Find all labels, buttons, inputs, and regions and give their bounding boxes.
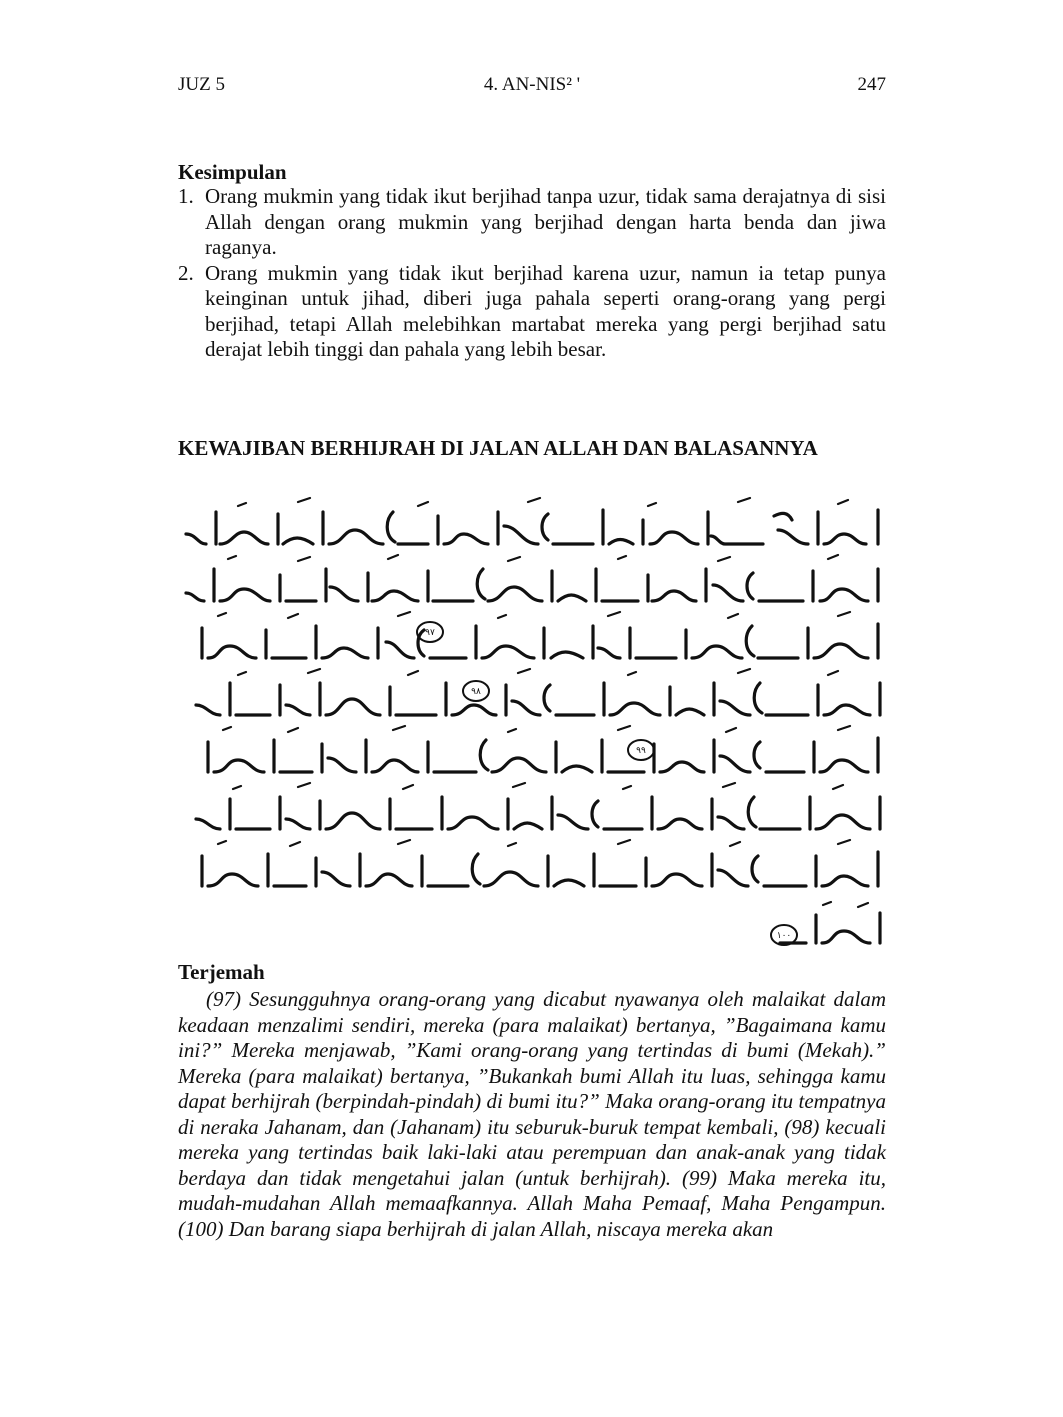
svg-text:٩٨: ٩٨ [471, 687, 481, 697]
conclusion-number: 2. [178, 260, 194, 285]
surah-label: 4. AN-NIS² ' [483, 74, 581, 95]
page-number: 247 [857, 74, 886, 95]
terjemah-paragraph: (97) Sesungguhnya orang-orang yang dicabut nyawanya oleh malaikat dalam keadaan menzalimi sendiri, mereka (para malaikat) bertanya, ”Bagaimana kamu ini?” Mereka menjawab, ”Kami orang-orang yang tertindas di bumi (Mekah).” Mereka (para malaikat) bertanya, ”Bukankah bumi Allah itu luas, sehingga kamu dapat berhijrah (berpindah-pindah) di bumi itu?” Maka orang-orang itu tempatnya di neraka Jahanam, dan (Jahanam) itu seburuk-buruk tempat kembali, (98) kecuali mereka yang tertindas baik laki-laki atau perempuan dan anak-anak yang tidak berdaya dan tidak mengetahui jalan (untuk berhijrah). (99) Maka mereka itu, mudah-mudahan Allah memaafkannya. Allah Maha Pemaaf, Maha Pengampun. (100) Dan barang siapa berhijrah di jalan Allah, niscaya mereka akan [178, 987, 886, 1241]
arabic-calligraphy-image [178, 492, 888, 962]
conclusion-list [178, 184, 886, 363]
section-heading: KEWAJIBAN BERHIJRAH DI JALAN ALLAH DAN BALASANNYA [178, 436, 818, 460]
svg-text:١٠٠: ١٠٠ [776, 931, 792, 941]
conclusion-number: 1. [178, 184, 194, 208]
svg-text:٩٩: ٩٩ [636, 746, 646, 756]
conclusion-item [178, 261, 886, 363]
svg-text:٩٧: ٩٧ [425, 628, 435, 638]
conclusion-text: Orang mukmin yang tidak ikut berjihad karena uzur, namun ia tetap punya keinginan untuk jihad, diberi juga pahala seperti orang-orang yang pergi berjihad, tetapi Allah melebihkan martabat mereka yang pergi berjihad satu derajat lebih tinggi dan pahala yang lebih besar. [205, 260, 886, 361]
kesimpulan-heading: Kesimpulan [178, 160, 287, 184]
conclusion-text: Orang mukmin yang tidak ikut berjihad tanpa uzur, tidak sama derajatnya di sisi Allah dengan orang mukmin yang berjihad dengan harta benda dan jiwa raganya. [205, 184, 886, 259]
running-header [178, 74, 886, 98]
terjemah-heading: Terjemah [178, 960, 265, 984]
arabic-text-graphic [178, 492, 888, 962]
juz-label: JUZ 5 [178, 74, 225, 95]
conclusion-item [178, 184, 886, 261]
